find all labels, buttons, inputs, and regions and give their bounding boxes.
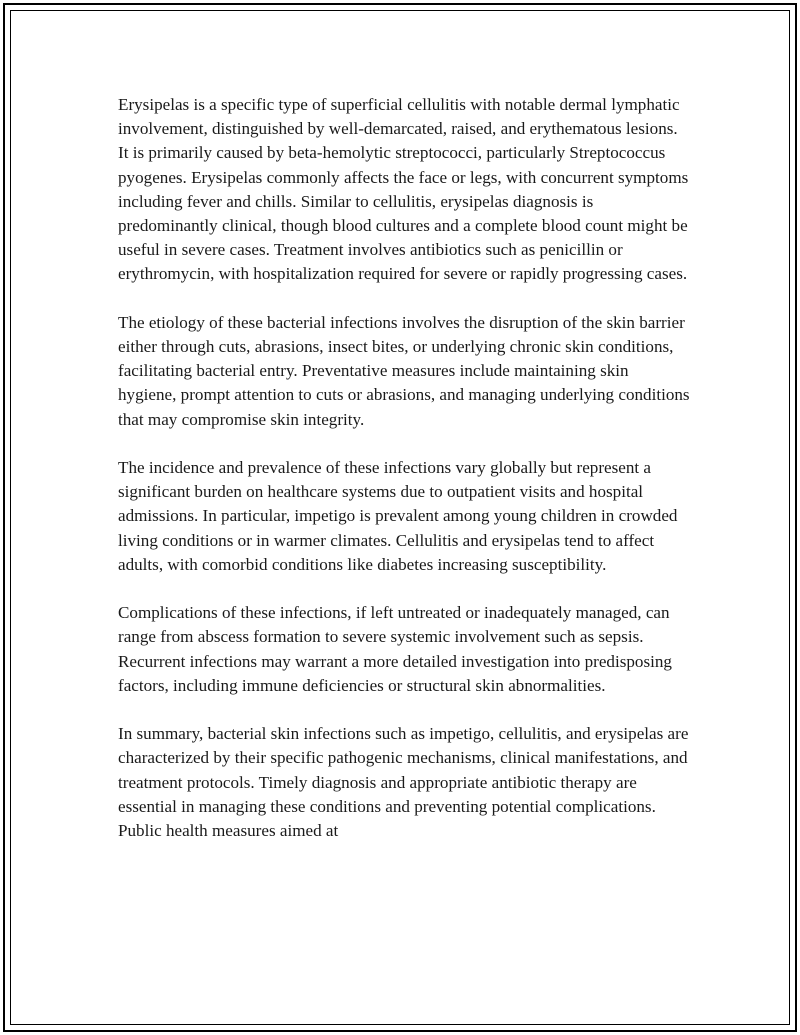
document-body [118,93,690,867]
paragraph-incidence: The incidence and prevalence of these infections vary globally but represent a significant burden on healthcare systems due to outpatient visits and hospital admissions. In particular, impetigo is prevalent among young children in crowded living conditions or in warmer climates. Cellulitis and erysipelas tend to affect adults, with comorbid conditions like diabetes increasing susceptibility. [118,458,678,574]
paragraph-summary: In summary, bacterial skin infections such as impetigo, cellulitis, and erysipelas are characterized by their specific pathogenic mechanisms, clinical manifestations, and treatment protocols. Timely diagnosis and appropriate antibiotic therapy are essential in managing these conditions and preventing potential complications. Public health measures aimed at [118,724,689,841]
paragraph-erysipelas: Erysipelas is a specific type of superficial cellulitis with notable dermal lymphatic involvement, distinguished by well-demarcated, raised, and erythematous lesions. It is primarily caused by beta-hemolytic streptococci, particularly Streptococcus pyogenes. Erysipelas commonly affects the face or legs, with concurrent symptoms including fever and chills. Similar to cellulitis, erysipelas diagnosis is predominantly clinical, though blood cultures and a complete blood count might be useful in severe cases. Treatment involves antibiotics such as penicillin or erythromycin, with hospitalization required for severe or rapidly progressing cases. [118,95,689,284]
paragraph-etiology: The etiology of these bacterial infections involves the disruption of the skin barrier either through cuts, abrasions, insect bites, or underlying chronic skin conditions, facilitating bacterial entry. Preventative measures include maintaining skin hygiene, prompt attention to cuts or abrasions, and managing underlying conditions that may compromise skin integrity. [118,312,690,429]
paragraph-complications: Complications of these infections, if left untreated or inadequately managed, can range from abscess formation to severe systemic involvement such as sepsis. Recurrent infections may warrant a more detailed investigation into predisposing factors, including immune deficiencies or structural skin abnormalities. [118,603,672,695]
